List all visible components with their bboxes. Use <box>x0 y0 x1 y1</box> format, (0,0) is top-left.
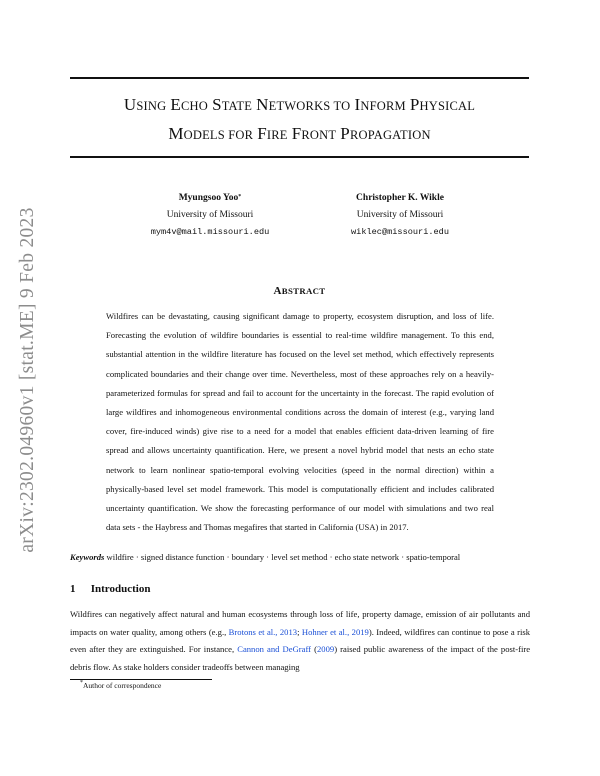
abstract-heading: ABSTRACT <box>273 285 326 297</box>
abstract-text: Wildfires can be devastating, causing significant damage to property, ecosystem disruption, and loss of life. Forecasting the evolution of wildfire boundaries is essential to real-time wildfire management. To this end, substantial attention in the wildfire literature has focused on the level set method, which effectively represents complicated boundaries and their change over time. Nevertheless, most of these approaches rely on a heavily-parameterized formulas for spread and fail to account for the uncertainty in the forecast. The rapid evolution of large wildfires and inhomogeneous environmental conditions across the domain of interest (e.g., varying land cover, fire-induced winds) give rise to a need for a model that enables efficient data-driven learning of fire spread and allows uncertainty quantification. Here, we present a novel hybrid model that nests an echo state network to learn nonlinear spatio-temporal evolving velocities (speed in the normal direction) within a physically-based level set model framework. This model is computationally efficient and includes calibrated uncertainty quantification. We show the forecasting performance of our model with simulations and two real data sets - the Haybress and Thomas megafires that started in California (USA) in 2017. <box>106 311 494 533</box>
keywords <box>70 552 540 562</box>
arxiv-identifier[interactable]: arXiv:2302.04960v1 [stat.ME] 9 Feb 2023 <box>17 207 38 553</box>
section-title: Introduction <box>90 583 151 595</box>
author-block <box>110 190 310 241</box>
author-name: Myungsoo Yoo* <box>178 193 242 203</box>
author-email[interactable]: wiklec@missouri.edu <box>351 227 449 237</box>
title-word: PHYSICAL <box>409 95 476 114</box>
title-word: PROPAGATION <box>340 124 431 143</box>
author-affiliation: University of Missouri <box>356 210 444 220</box>
author-block <box>300 190 500 241</box>
title-line-1 <box>70 91 529 120</box>
section-number: 1 <box>70 583 76 595</box>
title-word: STATE <box>212 95 253 114</box>
citation-link[interactable]: Hohner et al., 2019 <box>301 626 369 637</box>
title-word: NETWORKS TO <box>256 95 351 114</box>
citation-link[interactable]: Brotons et al., 2013 <box>228 626 298 637</box>
title-word: FIRE <box>257 124 288 143</box>
paper-title <box>70 91 529 149</box>
title-word: FRONT <box>291 124 337 143</box>
title-top-rule <box>70 77 529 79</box>
author-affiliation: University of Missouri <box>166 210 254 220</box>
footnote-rule <box>70 679 212 680</box>
keywords-label: Keywords <box>70 552 105 562</box>
citation-link[interactable]: 2009 <box>317 644 335 655</box>
keywords-list: wildfire · signed distance function · boundary · level set method · echo state network · spatio-temporal <box>106 552 461 562</box>
title-word: MODELS FOR <box>168 124 254 143</box>
title-line-2 <box>70 120 529 149</box>
footnote: *Author of correspondence <box>80 680 162 690</box>
author-name: Christopher K. Wikle <box>356 193 444 203</box>
title-word: USING <box>123 95 167 114</box>
section-heading <box>70 583 150 595</box>
title-bottom-rule <box>70 156 529 158</box>
title-word: ECHO <box>170 95 208 114</box>
intro-paragraph: Wildfires can negatively affect natural and human ecosystems through loss of life, property damage, emission of air pollutants and impacts on water quality, among others (e.g., Brotons et al., 2013; Hohner et al., 2019). Indeed, wildfires can continue to pose a risk even after they are extinguished. For instance, Cannon and DeGraff (2009) raised public awareness of the impact of the post-fire debris flow. As stake holders consider tradeoffs between managing <box>70 609 531 672</box>
citation-link[interactable]: Cannon and DeGraff <box>237 644 312 655</box>
author-email[interactable]: mym4v@mail.missouri.edu <box>150 227 270 237</box>
title-word: INFORM <box>354 95 406 114</box>
